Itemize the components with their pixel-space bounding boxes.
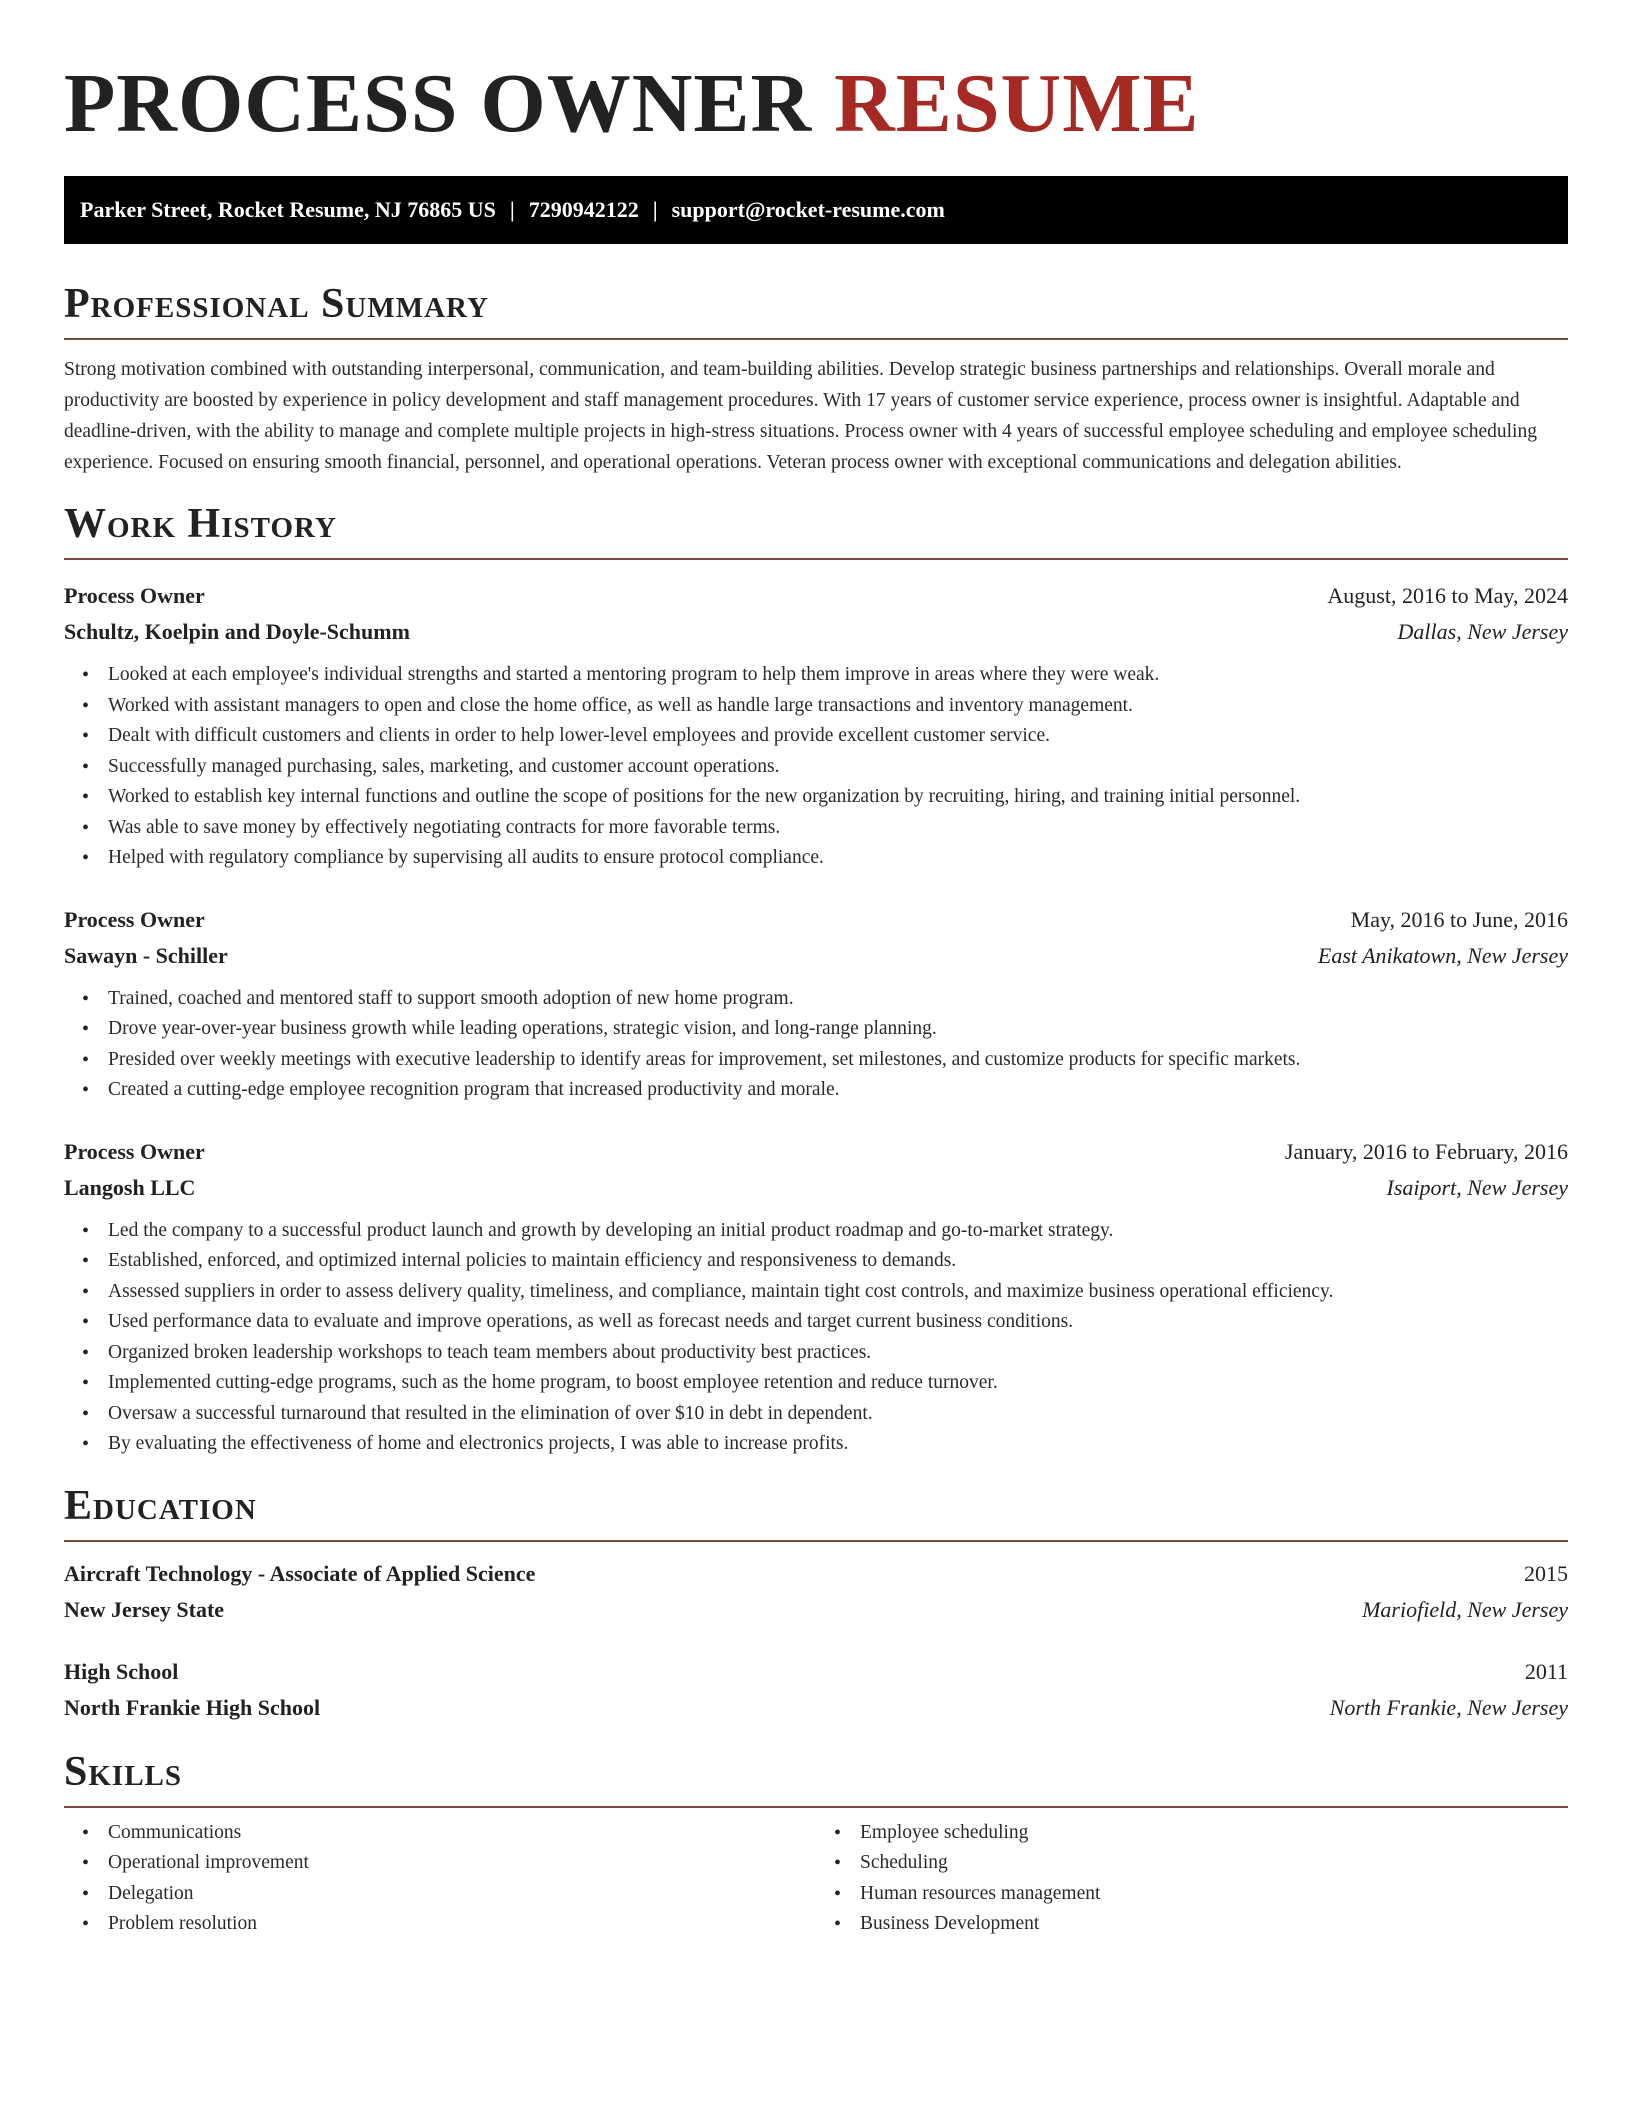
education-header-row <box>64 1654 1568 1690</box>
list-item: • Established, enforced, and optimized internal policies to maintain efficiency and responsiveness to demands. <box>108 1246 1568 1277</box>
list-item: • Worked with assistant managers to open and close the home office, as well as handle large transactions and inventory management. <box>108 691 1568 722</box>
contact-address: Parker Street, Rocket Resume, NJ 76865 US <box>80 197 496 222</box>
list-item: • Trained, coached and mentored staff to support smooth adoption of new home program. <box>108 984 1568 1015</box>
education-entry <box>64 1654 1568 1726</box>
work-history-section <box>64 500 1568 1460</box>
list-item: • Oversaw a successful turnaround that resulted in the elimination of over $10 in debt in dependent. <box>108 1399 1568 1430</box>
list-item: • Human resources management <box>860 1879 1568 1910</box>
job-title: Process Owner <box>64 1138 205 1164</box>
contact-separator: | <box>509 197 515 222</box>
education-heading: Education <box>64 1482 1568 1542</box>
title-accent: RESUME <box>834 57 1200 150</box>
job-company: Langosh LLC <box>64 1174 196 1200</box>
job-company: Schultz, Koelpin and Doyle-Schumm <box>64 619 410 644</box>
list-item: • Led the company to a successful product launch and growth by developing an initial product roadmap and go-to-market strategy. <box>108 1216 1568 1247</box>
job-dates: January, 2016 to February, 2016 <box>1284 1138 1568 1164</box>
list-item: • Employee scheduling <box>860 1818 1568 1849</box>
list-item: • Looked at each employee's individual strengths and started a mentoring program to help them improve in areas where they were weak. <box>108 660 1568 691</box>
list-item: • Delegation <box>108 1879 816 1910</box>
education-school-row <box>64 1690 1568 1726</box>
education-degree: High School <box>64 1658 179 1684</box>
skills-grid <box>64 1818 1568 1940</box>
list-item: • Communications <box>108 1818 816 1849</box>
list-item: • Implemented cutting-edge programs, such as the home program, to boost employee retention and reduce turnover. <box>108 1368 1568 1399</box>
contact-bar <box>64 176 1568 244</box>
skills-list-right <box>816 1818 1568 1940</box>
list-item: • By evaluating the effectiveness of home and electronics projects, I was able to increase profits. <box>108 1429 1568 1460</box>
education-entry <box>64 1556 1568 1628</box>
job-bullets <box>64 1216 1568 1460</box>
job-location: Dallas, New Jersey <box>1397 619 1568 644</box>
list-item: • Used performance data to evaluate and improve operations, as well as forecast needs and target current business conditions. <box>108 1307 1568 1338</box>
education-school-row <box>64 1592 1568 1628</box>
job-company-row <box>64 938 1568 974</box>
job-location: Isaiport, New Jersey <box>1386 1174 1568 1200</box>
education-header-row <box>64 1556 1568 1592</box>
list-item: • Helped with regulatory compliance by supervising all audits to ensure protocol compliance. <box>108 843 1568 874</box>
education-location: North Frankie, New Jersey <box>1329 1694 1568 1720</box>
skills-list-left <box>64 1818 816 1940</box>
job-title: Process Owner <box>64 906 205 932</box>
summary-text: Strong motivation combined with outstanding interpersonal, communication, and team-building abilities. Develop strategic business partnerships and relationships. Overall morale and productivity are boosted by experience in policy development and staff management procedures. With 17 years of customer service experience, process owner is insightful. Adaptable and deadline-driven, with the ability to manage and complete multiple projects in high-stress situations. Process owner with 4 years of successful employee scheduling and employee scheduling experience. Focused on ensuring smooth financial, personnel, and operational operations. Veteran process owner with exceptional communications and delegation abilities. <box>64 359 1537 473</box>
job-dates: August, 2016 to May, 2024 <box>1327 583 1568 608</box>
education-degree: Aircraft Technology - Associate of Applied Science <box>64 1560 536 1586</box>
contact-email[interactable]: support@rocket-resume.com <box>671 197 945 222</box>
skills-section <box>64 1748 1568 1940</box>
list-item: • Successfully managed purchasing, sales, marketing, and customer account operations. <box>108 752 1568 783</box>
list-item: • Was able to save money by effectively negotiating contracts for more favorable terms. <box>108 813 1568 844</box>
list-item: • Assessed suppliers in order to assess delivery quality, timeliness, and compliance, maintain tight cost controls, and maximize business operational efficiency. <box>108 1277 1568 1308</box>
job-title: Process Owner <box>64 583 205 608</box>
skills-heading: Skills <box>64 1748 1568 1808</box>
job-header-row <box>64 578 1568 614</box>
job-entry <box>64 902 1568 1106</box>
list-item: • Problem resolution <box>108 1909 816 1940</box>
education-section <box>64 1482 1568 1726</box>
list-item: • Worked to establish key internal functions and outline the scope of positions for the new organization by recruiting, hiring, and training initial personnel. <box>108 782 1568 813</box>
education-year: 2015 <box>1524 1560 1568 1586</box>
job-entry <box>64 1134 1568 1460</box>
job-dates: May, 2016 to June, 2016 <box>1350 906 1568 932</box>
job-company: Sawayn - Schiller <box>64 942 228 968</box>
job-header-row <box>64 902 1568 938</box>
list-item: • Dealt with difficult customers and clients in order to help lower-level employees and provide excellent customer service. <box>108 721 1568 752</box>
job-company-row <box>64 614 1568 650</box>
list-item: • Scheduling <box>860 1848 1568 1879</box>
work-history-heading: Work History <box>64 500 1568 560</box>
education-year: 2011 <box>1524 1658 1568 1684</box>
list-item: • Drove year-over-year business growth while leading operations, strategic vision, and long-range planning. <box>108 1014 1568 1045</box>
summary-section <box>64 280 1568 478</box>
list-item: • Organized broken leadership workshops to teach team members about productivity best practices. <box>108 1338 1568 1369</box>
job-bullets <box>64 984 1568 1106</box>
job-location: East Anikatown, New Jersey <box>1317 942 1568 968</box>
education-school: North Frankie High School <box>64 1694 321 1720</box>
list-item: • Operational improvement <box>108 1848 816 1879</box>
title-main: PROCESS OWNER <box>64 57 813 150</box>
list-item: • Created a cutting-edge employee recognition program that increased productivity and morale. <box>108 1075 1568 1106</box>
contact-separator: | <box>652 197 658 222</box>
education-location: Mariofield, New Jersey <box>1362 1596 1568 1622</box>
education-school: New Jersey State <box>64 1596 225 1622</box>
resume-title <box>64 58 1568 158</box>
job-entry <box>64 578 1568 874</box>
job-company-row <box>64 1170 1568 1206</box>
job-header-row <box>64 1134 1568 1170</box>
resume-page <box>64 0 1568 1940</box>
list-item: • Business Development <box>860 1909 1568 1940</box>
summary-heading: Professional Summary <box>64 280 1568 340</box>
contact-phone[interactable]: 7290942122 <box>528 197 639 222</box>
job-bullets <box>64 660 1568 874</box>
list-item: • Presided over weekly meetings with executive leadership to identify areas for improvement, set milestones, and customize products for specific markets. <box>108 1045 1568 1076</box>
